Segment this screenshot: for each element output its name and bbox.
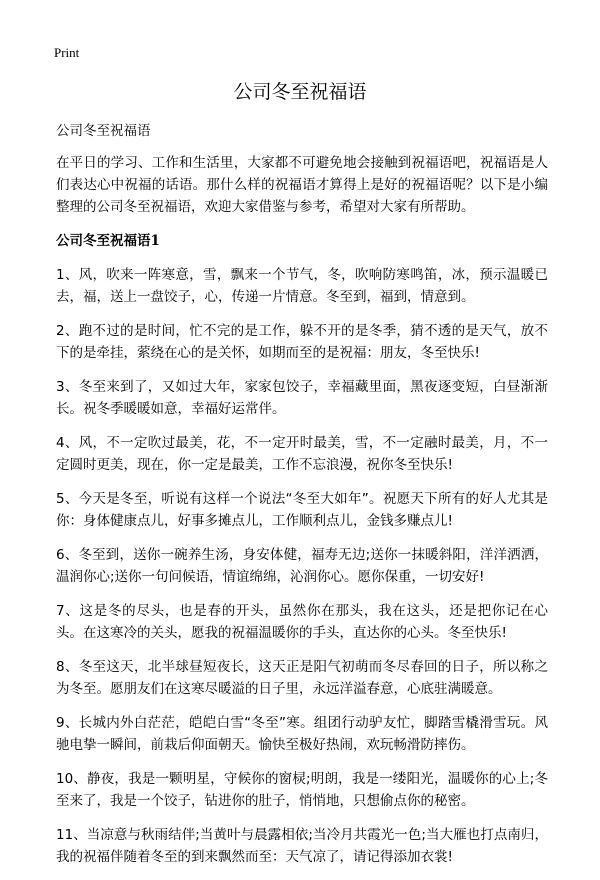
greeting-item: 8、冬至这天，北半球昼短夜长，这天正是阳气初萌而冬尽春回的日子，所以称之为冬至。愿朋友们在这寒尽暖溢的日子里，永远洋溢春意，心底驻满暖意。 — [56, 659, 548, 697]
greeting-item: 3、冬至来到了，又如过大年，家家包饺子，幸福藏里面，黑夜逐变短，白昼渐渐长。祝冬季暖暖如意，幸福好运常伴。 — [56, 379, 548, 417]
page-title: 公司冬至祝福语 — [233, 81, 367, 103]
article-body — [56, 120, 548, 880]
section-heading: 公司冬至祝福语1 — [56, 233, 160, 249]
greeting-item: 5、今天是冬至，听说有这样一个说法“冬至大如年”。祝愿天下所有的好人尤其是你：身体健康点儿，好事多摊点儿，工作顺利点儿，金钱多赚点儿! — [56, 491, 548, 529]
greeting-item: 7、这是冬的尽头，也是春的开头，虽然你在那头，我在这头，还是把你记在心头。在这寒冷的关头，愿我的祝福温暖你的手头，直达你的心头。冬至快乐! — [56, 603, 548, 641]
greeting-item: 2、跑不过的是时间，忙不完的是工作，躲不开的是冬季，猜不透的是天气，放不下的是牵挂，萦绕在心的是关怀，如期而至的是祝福：朋友，冬至快乐! — [56, 323, 548, 361]
greeting-item: 1、风，吹来一阵寒意，雪，飘来一个节气，冬，吹响防寒鸣笛，冰，预示温暖已去，福，送上一盘饺子，心，传递一片情意。冬至到，福到，情意到。 — [56, 267, 548, 305]
greeting-item: 6、冬至到，送你一碗养生汤，身安体健，福寿无边;送你一抹暖斜阳，洋洋洒洒，温润你心;送你一句问候语，情谊绵绵，沁润你心。愿你保重，一切安好! — [56, 547, 548, 585]
greeting-item: 11、当凉意与秋雨结伴;当黄叶与晨露相依;当冷月共霞光一色;当大雁也打点南归，我的祝福伴随着冬至的到来飘然而至：天气凉了，请记得添加衣裳! — [56, 827, 548, 865]
greeting-item: 9、长城内外白茫茫，皑皑白雪“冬至”寒。组团行动驴友忙，脚踏雪橇滑雪玩。风驰电挚一瞬间，前栽后仰面朝天。愉快至极好热闹，欢玩畅滑防摔伤。 — [56, 715, 548, 753]
article-subtitle: 公司冬至祝福语 — [56, 123, 151, 139]
greeting-item: 4、风，不一定吹过最美，花，不一定开时最美，雪，不一定融时最美，月，不一定圆时更美，现在，你一定是最美，工作不忘浪漫，祝你冬至快乐! — [56, 435, 548, 473]
print-link[interactable]: Print — [54, 45, 80, 60]
greeting-item: 10、静夜，我是一颗明星，守候你的窗棂;明朗，我是一缕阳光，温暖你的心上;冬至来了，我是一个饺子，钻进你的肚子，悄悄地，只想偷点你的秘密。 — [56, 771, 548, 809]
intro-paragraph: 在平日的学习、工作和生活里，大家都不可避免地会接触到祝福语吧，祝福语是人们表达心中祝福的话语。那什么样的祝福语才算得上是好的祝福语呢？以下是小编整理的公司冬至祝福语，欢迎大家借鉴与参考，希望对大家有所帮助。 — [56, 155, 548, 215]
